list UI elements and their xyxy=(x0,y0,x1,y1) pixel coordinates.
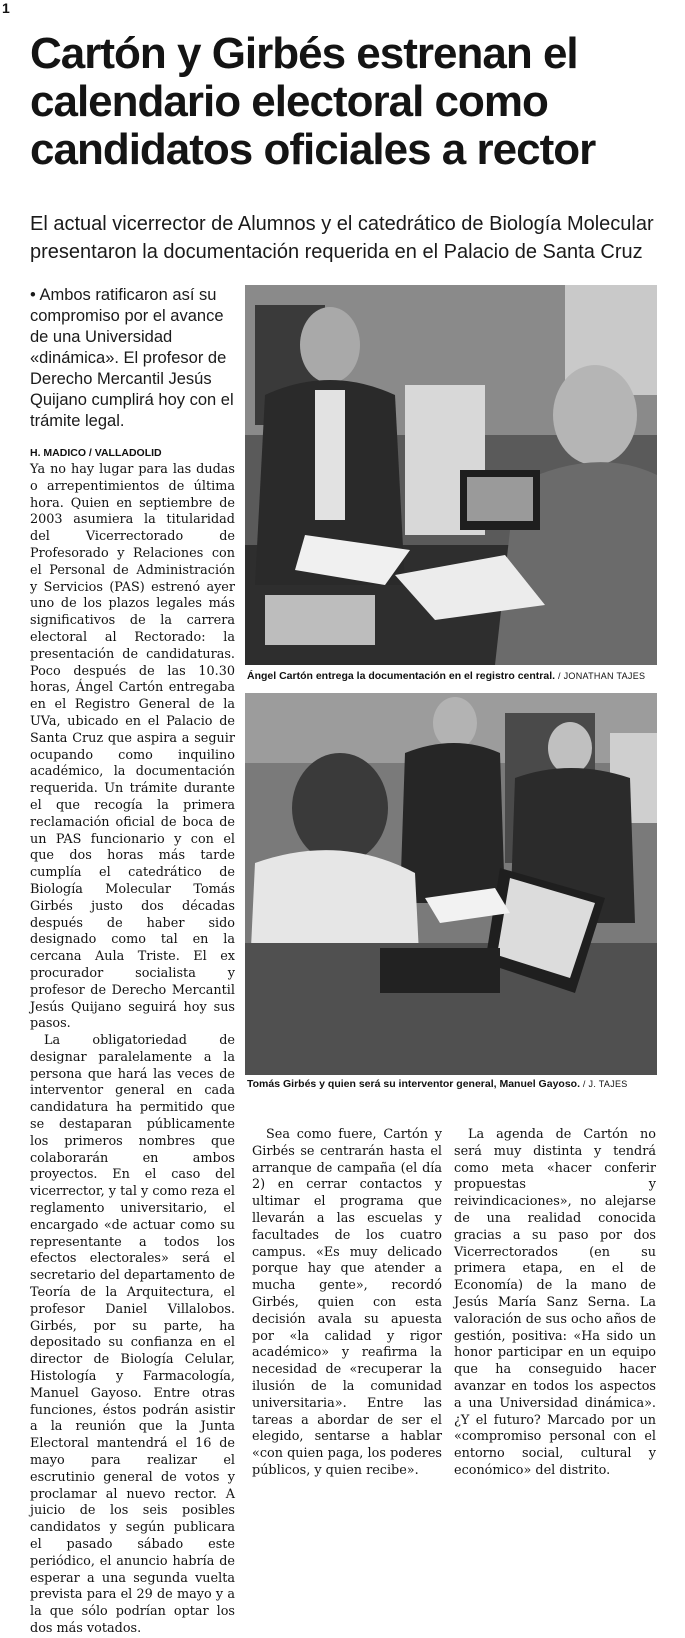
body-paragraph: Ya no hay lugar para las dudas o arrepentimientos de última hora. Quien en septiembre de 2003 asumiera la titularidad del Vicerrectorado de Profesorado y Relaciones con el Personal de Administración y Servicios (PAS) estrenó ayer uno de los plazos legales más significativos de la carrera electoral al Rectorado: la presentación de candidaturas. Poco después de las 10.30 horas, Ángel Cartón entregaba en el Registro General de la UVa, ubicado en el Palacio de Santa Cruz que aspira a seguir ocupando como inquilino académico, la documentación requerida. Un trámite durante el que recogía la primera reclamación oficial de boca de un PAS funcionario y con el que dos horas más tarde cumplía el catedrático de Biología Molecular Tomás Girbés justo dos décadas después de haber sido designado como tal en la cercana Aula Triste. El ex procurador socialista y profesor de Derecho Mercantil Jesús Quijano seguirá hoy sus pasos. xyxy=(30,462,235,1032)
caption-text: Tomás Girbés y quien será su interventor general, Manuel Gayoso. xyxy=(247,1078,580,1090)
subheadline: El actual vicerrector de Alumnos y el catedrático de Biología Molecular presentaron la documentación requerida en el Palacio de Santa Cruz xyxy=(30,213,654,263)
photo-caption-1 xyxy=(247,670,645,682)
page-marker: 1 xyxy=(2,0,10,16)
photo-credit: / J. TAJES xyxy=(582,1079,628,1089)
photo-carton-registry xyxy=(245,285,657,665)
photo-credit: / JONATHAN TAJES xyxy=(558,671,646,681)
body-column-3 xyxy=(454,1127,656,1480)
caption-text: Ángel Cartón entrega la documentación en el registro central. xyxy=(247,670,556,682)
headline: Cartón y Girbés estrenan el calendario electoral como candidatos oficiales a rector xyxy=(30,29,596,174)
body-column-2 xyxy=(252,1127,442,1480)
body-paragraph: Sea como fuere, Cartón y Girbés se centrarán hasta el arranque de campaña (el día 2) en cerrar contactos y ultimar el programa que llevarán a las escuelas y facultades de los cuatro campus. «Es muy delicado porque hay que atender a mucha gente», recordó Girbés, quien con esta decisión avala su apuesta por «la calidad y rigor académico» y reafirma la necesidad de «recuperar la ilusión de la comunidad universitaria». Entre las tareas a abordar de ser el elegido, sentarse a hablar «con quien paga, los poderes públicos, y quien recibe». xyxy=(252,1127,442,1478)
lead-summary: • Ambos ratificaron así su compromiso por el avance de una Universidad «dinámica». El profesor de Derecho Mercantil Jesús Quijano cumplirá hoy con el trámite legal. xyxy=(30,286,234,430)
body-paragraph: La obligatoriedad de designar paralelamente a la persona que hará las veces de interventor general en cada candidatura ha permitido que se destaparan públicamente los primeros nombres que colaborarán en ambos proyectos. En el caso del vicerrector, y tal y como reza el reglamento universitario, el encargado «de actuar como su representante a todos los efectos electorales» será el secretario del departamento de Teoría de la Arquitectura, el profesor Daniel Villalobos. Girbés, por su parte, ha depositado su confianza en el director de Biología Celular, Histología y Farmacología, Manuel Gayoso. Entre otras funciones, éstos podrán asistir a la reunión que la Junta Electoral mantendrá el 16 de mayo para realizar el escrutinio general de votos y proclamar al nuevo rector. A juicio de los seis posibles candidatos y según publicara el pasado sábado este periódico, el anuncio habría de esperar a una segunda vuelta prevista para el 29 de mayo y a la que sólo podrían optar los dos más votados. xyxy=(30,1033,235,1636)
body-column-1 xyxy=(30,462,235,1638)
byline: H. MADICO / VALLADOLID xyxy=(30,447,162,459)
photo-girbes-interventor xyxy=(245,693,657,1075)
photo-caption-2 xyxy=(247,1078,628,1090)
body-paragraph: La agenda de Cartón no será muy distinta y tendrá como meta «hacer conferir propuestas y reivindicaciones», no alejarse de una realidad conocida gracias a su paso por dos Vicerrectorados (en su primera etapa, en el de Economía) de la mano de Jesús María Sanz Serna. La valoración de sus ocho años de gestión, positiva: «Ha sido un honor participar en un equipo que ha conseguido hacer avanzar en todos los aspectos a una Universidad dinámica». ¿Y el futuro? Marcado por un «compromiso personal con el entorno social, cultural y económico» del distrito. xyxy=(454,1127,656,1478)
